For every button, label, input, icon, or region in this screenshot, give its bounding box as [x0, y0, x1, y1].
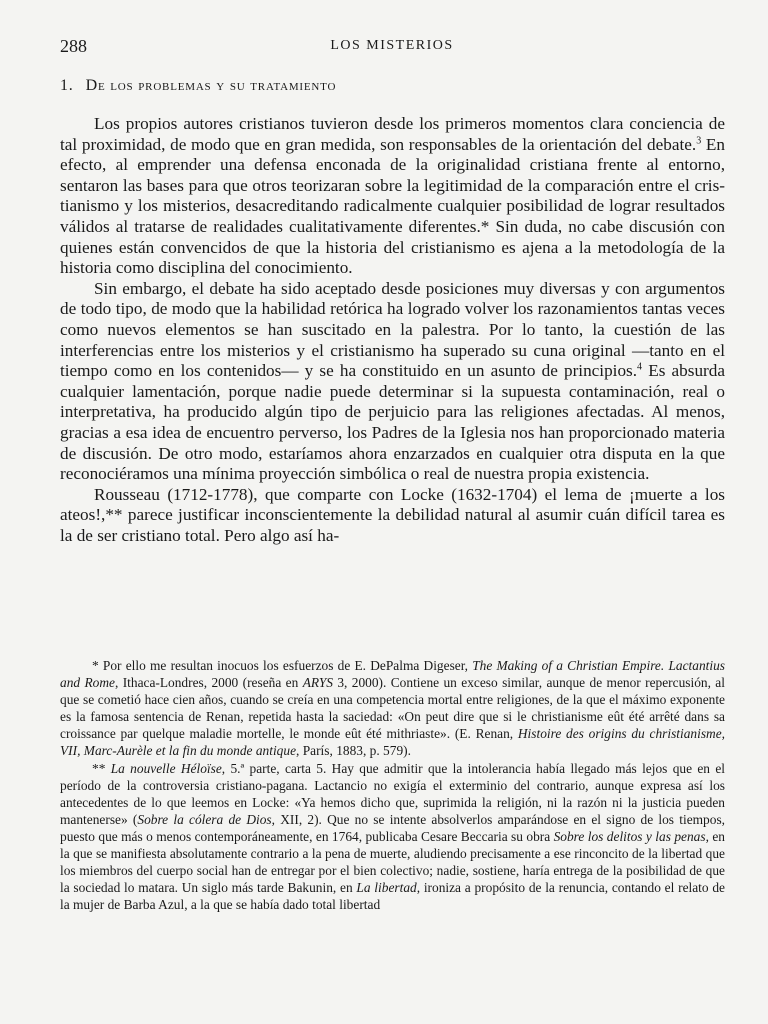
book-title: La nouvelle Héloïse: [110, 760, 222, 776]
text-run: **: [92, 760, 111, 776]
journal-title: ARYS: [302, 675, 333, 691]
page-number: 288: [60, 36, 87, 56]
section-title: De los problemas y su tratamiento: [85, 77, 337, 94]
text-run: 3, 2000). Contiene un exceso similar, aunque de menor repercusión, al que se cometió hace cien años, cuando se creía en una competencia mortal entre religiones, de la que el máximo exponente es la famosa sentencia de Renan, repetida hasta la saciedad: «On peut dire que si le christianisme eût été arrêté dans sa croissance par quelque maladie mortelle, le monde eût été mithriaste». (E. Renan,: [60, 675, 725, 742]
running-title: LOS MISTERIOS: [330, 38, 454, 53]
paragraph: [60, 485, 725, 547]
text-run: En efecto, al emprender una defensa enconada de la originalidad cristiana frente al entorno, sentaron las bases para que otros teorizaran sobre la legitimidad de la comparación entre el cristianismo y los misterios, desacreditando radicalmente cualquier posibilidad de lograr resultados válidos al tratarse de realidades cualitativamente diferentes.* Sin duda, no cabe discusión con quienes están convencidos de que la historia del cristianismo es ajena a la metodología de la historia como disciplina del conocimiento.: [60, 134, 725, 278]
section-number: 1.: [60, 77, 74, 94]
text-run: * Por ello me resultan inocuos los esfuerzos de E. DePalma Digeser,: [92, 658, 473, 673]
running-head: [60, 36, 724, 60]
text-run: , Ithaca-Londres, 2000 (reseña en: [114, 675, 303, 691]
body-text: [60, 114, 725, 546]
book-title: The Making of a Christian Empire. Lactantius and Rome: [60, 658, 725, 691]
book-title: Sobre los delitos y las penas: [553, 828, 706, 844]
text-run: , París, 1883, p. 579).: [296, 743, 411, 759]
text-run: Los propios autores cristianos tuvieron desde los primeros momentos clara conciencia de tal proximidad, de modo que en gran medida, son responsables de la orientación del debate.: [60, 114, 725, 154]
section-heading: [60, 77, 336, 95]
text-run: Sin embargo, el debate ha sido aceptado desde posiciones muy diversas y con argumentos de todo tipo, de modo que la habilidad retórica ha logrado volver los razonamientos tantas veces como nuevos elementos se han suscitado en la palestra. Por lo tanto, la cuestión de las interferencias entre los misterios y el cristianismo ha superado su cuna original —tanto en el tiempo como en los contenidos— y se ha constituido en un asunto de principios.: [60, 278, 725, 381]
footnote: [60, 760, 725, 914]
paragraph: [60, 114, 725, 279]
footnotes: [60, 657, 725, 913]
book-title: Histoire des origins du christianisme, VII, Marc-Aurèle et la fin du monde antique: [60, 726, 726, 759]
book-title: Sobre la cólera de Dios: [137, 811, 272, 827]
footnote-ref: 4: [637, 361, 643, 373]
text-run: , 5.ª parte, carta 5. Hay que admitir que la intolerancia había llegado más lejos que en el período de la controversia cristiano-pagana. Lactancio no exigía el exterminio del contrario, aunque expresa así los antecedentes de lo que leemos en Locke: «Ya hemos dicho que, suprimida la religión, ni la razón ni la justicia pueden mantenerse» (: [60, 760, 725, 827]
text-run: , ironiza a propósito de la renuncia, contando el relato de la mujer de Barba Azul, a la que se había dado total libertad: [60, 880, 725, 913]
paragraph: [60, 279, 725, 485]
text-run: , en la que se manifiesta absolutamente contrario a la pena de muerte, aludiendo precisamente a ese rinconcito de la libertad que los miembros del cuerpo social han de entregar por el bien colectivo; nadie, sostiene, haría entrega de la posibilidad de que la sociedad lo matara. Un siglo más tarde Bakunin, en: [60, 828, 725, 896]
text-run: Rousseau (1712-1778), que comparte con Locke (1632-1704) el lema de ¡muerte a los ateos!,** parece justificar inconscientemente la debilidad natural al asumir cuán difícil tarea es la de ser cristiano total. Pero algo así ha-: [60, 484, 725, 545]
footnote-ref: 3: [696, 134, 702, 146]
text-run: Es absurda cualquier lamentación, porque nadie puede determinar si la supuesta contaminación, real o interpretativa, ha producido algún tipo de perjuicio para las religiones afectadas. Al menos, gracias a esa idea de encuentro perverso, los Padres de la Iglesia nos han proporcionado materia de discusión. De otro modo, estaríamos ahora enzarzados en cualquier otra disputa en la que reconociéramos una mínima proyección simbólica o real de nuestra propia existencia.: [60, 361, 725, 484]
book-title: La libertad: [356, 880, 417, 896]
text-run: , XII, 2). Que no se intente absolverlos amparándose en el signo de los tiempos, puesto que más o menos contemporáneamente, en 1764, publicaba Cesare Beccaria su obra: [60, 811, 725, 844]
footnote: [60, 657, 725, 760]
